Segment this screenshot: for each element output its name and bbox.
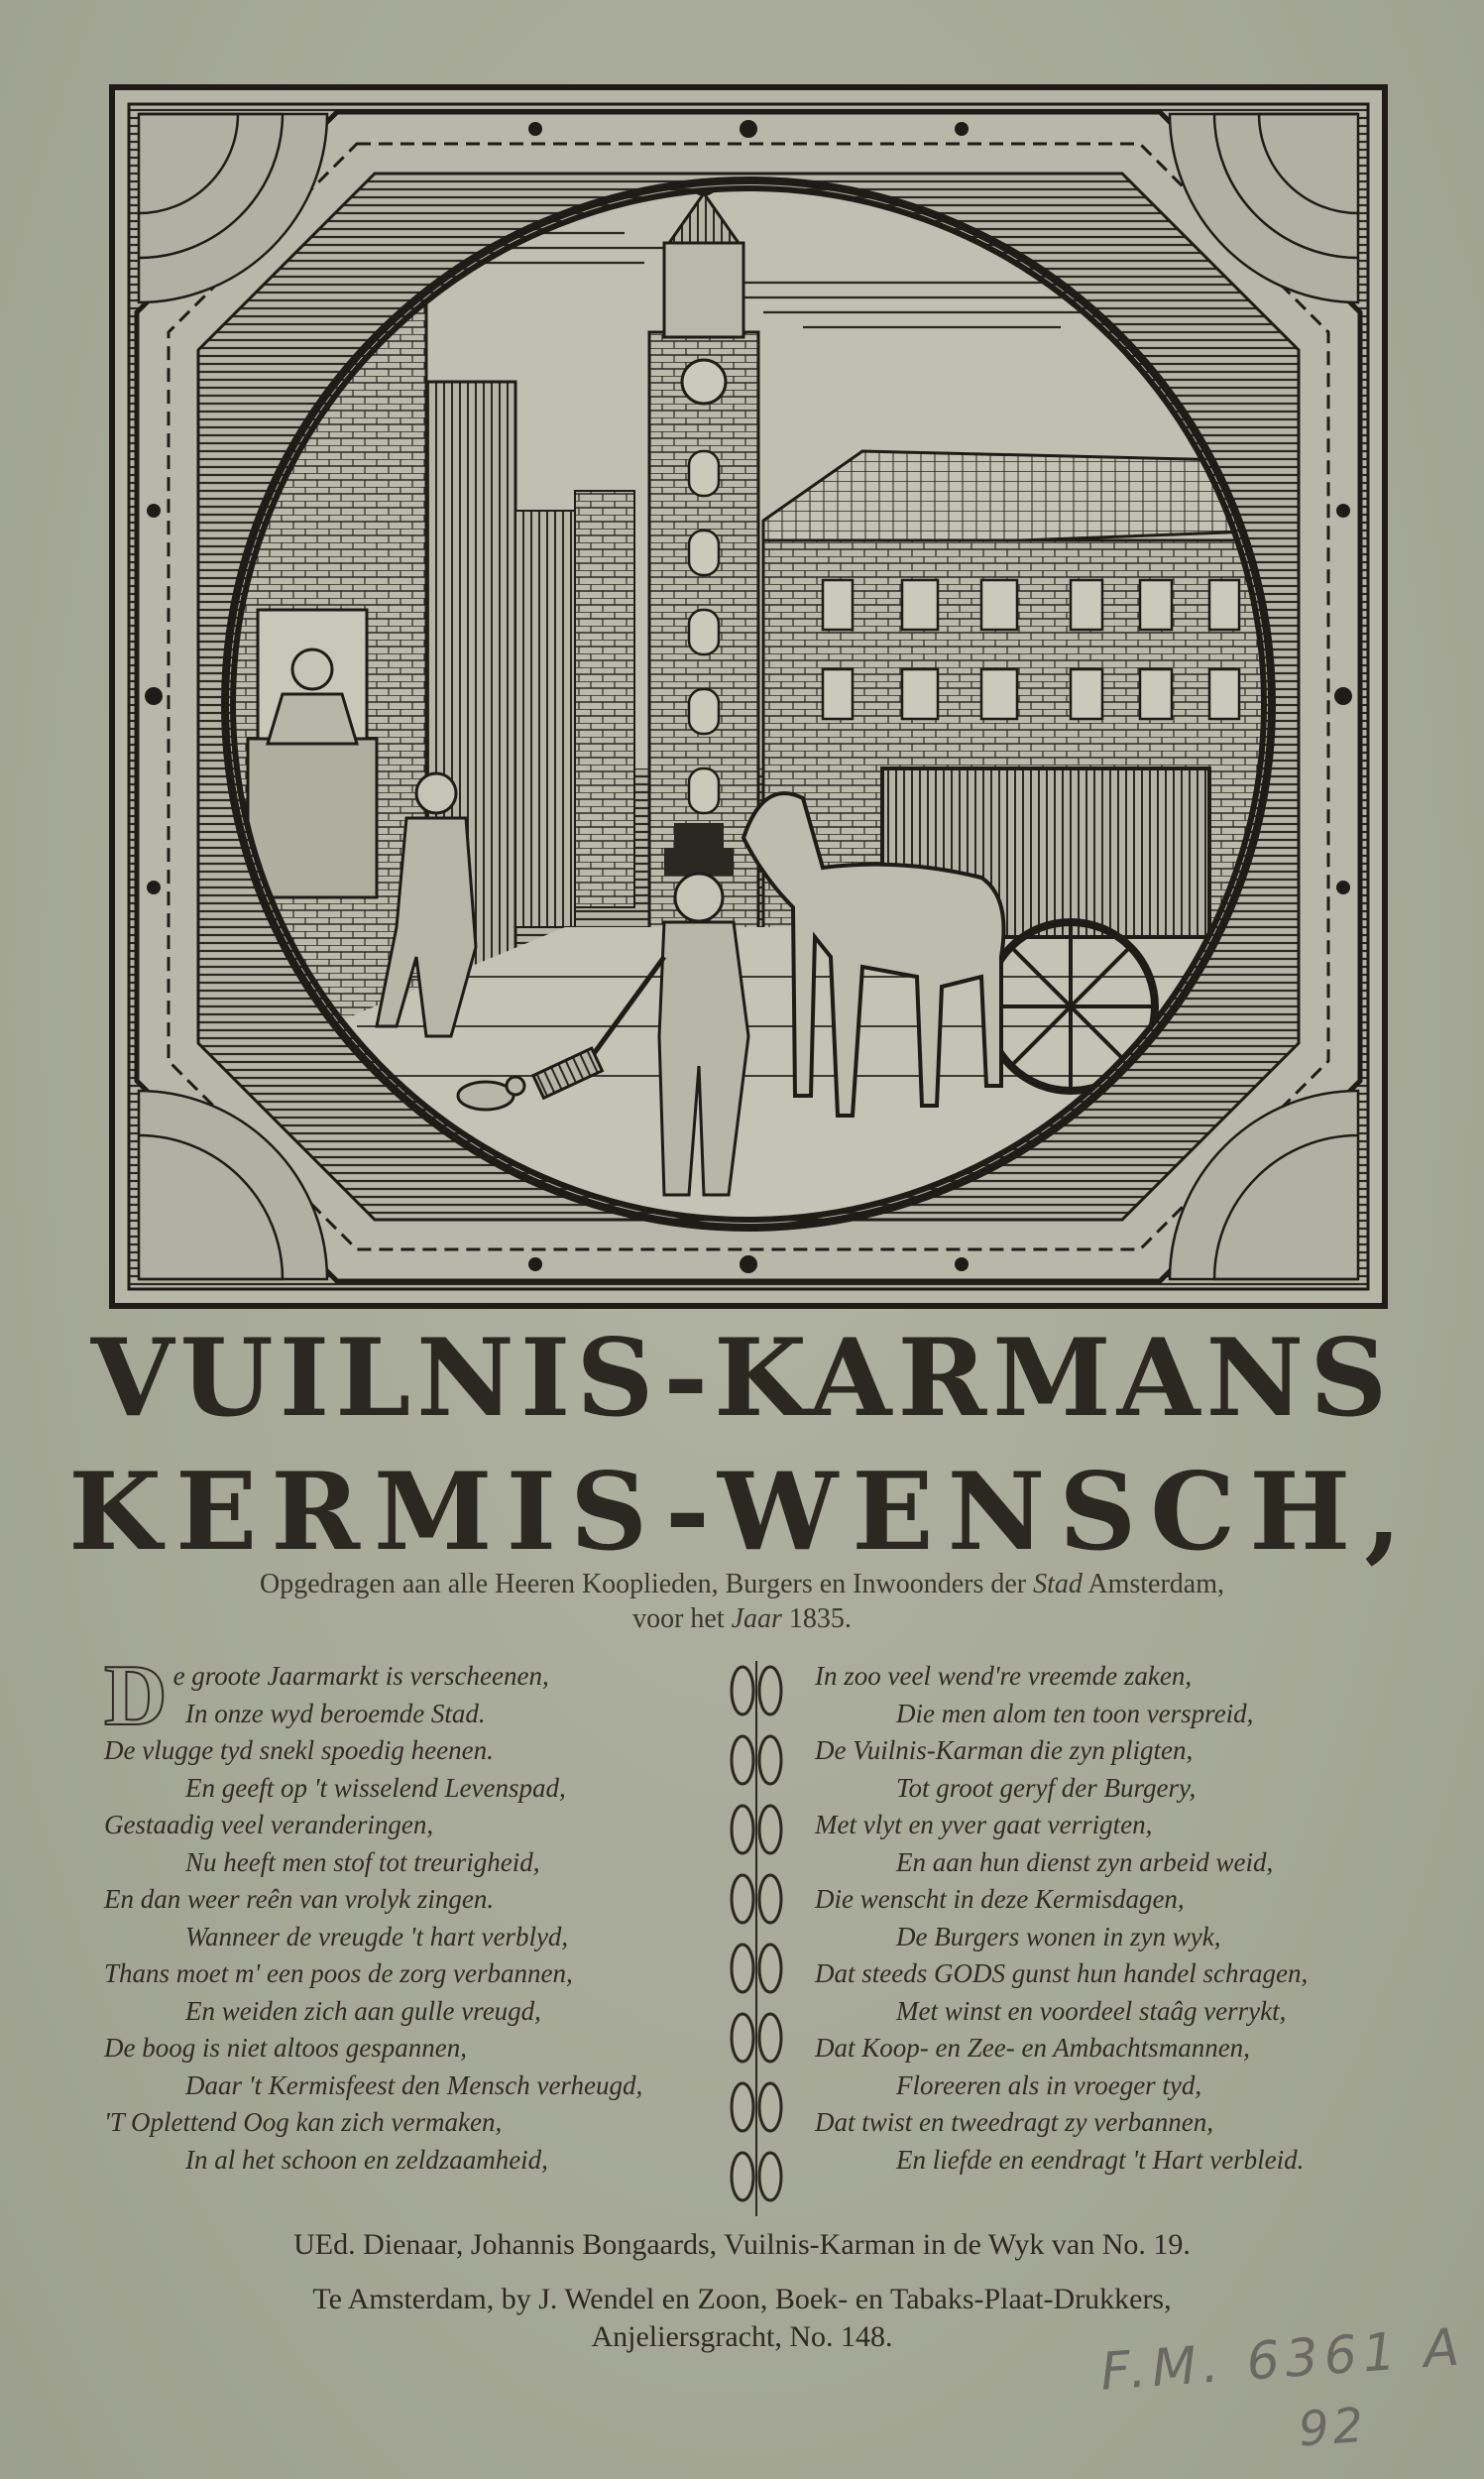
title-line-1: VUILNIS-KARMANS [90, 1316, 1394, 1441]
printer-address: Anjeliersgracht, No. 148. [591, 2320, 893, 2353]
poem-line: Nu heeft men stof tot treurigheid, [185, 1846, 540, 1877]
poem-line: En aan hun dienst zyn arbeid weid, [896, 1846, 1274, 1877]
dedication-year: 1835. [788, 1603, 852, 1634]
printer-line: Te Amsterdam, by J. Wendel en Zoon, Boek- en Tabaks-Plaat-Drukkers, [312, 2283, 1172, 2315]
poem-line: Daar 't Kermisfeest den Mensch verheugd, [185, 2069, 643, 2100]
poem-line: Dat Koop- en Zee- en Ambachtsmannen, [815, 2033, 1250, 2063]
poem-line: Die men alom ten toon verspreid, [896, 1698, 1254, 1728]
poem-line: En weiden zich aan gulle vreugd, [185, 1995, 541, 2026]
poem-line: Dat twist en tweedragt zy verbannen, [815, 2107, 1213, 2137]
poem-line: e groote Jaarmarkt is verscheenen, [172, 1661, 549, 1691]
dedication-city-word: Stad [1033, 1569, 1083, 1599]
poem-line: En geeft op 't wisselend Levenspad, [185, 1772, 566, 1803]
poem-line: Wanneer de vreugde 't hart verblyd, [185, 1921, 569, 1951]
dedication-year-word: Jaar [731, 1603, 782, 1634]
dedication-line-2 [0, 1601, 1484, 1637]
poem-line: De Vuilnis-Karman die zyn pligten, [815, 1735, 1194, 1765]
poem-line: En liefde en eendragt 't Hart verbleid. [896, 2144, 1305, 2175]
poem-line: Dat steeds GODS gunst hun handel schragen, [815, 1958, 1309, 1988]
poem-line: Tot groot geryf der Burgery, [896, 1772, 1197, 1803]
poem-line: In zoo veel wend're vreemde zaken, [815, 1661, 1193, 1691]
poem-drop-cap: D [104, 1648, 168, 1744]
inventory-number: F.M. 6361 A [1098, 2317, 1467, 2403]
poem-line: Met winst en voordeel staâg verrykt, [896, 1995, 1287, 2026]
dedication-line-1-suffix: Amsterdam, [1087, 1569, 1224, 1599]
poem-line: De boog is niet altoos gespannen, [104, 2033, 467, 2063]
poem-line: De vlugge tyd snekl spoedig heenen. [104, 1735, 494, 1765]
poem-line: In al het schoon en zeldzaamheid, [185, 2144, 548, 2175]
poem-line: Gestaadig veel veranderingen, [104, 1810, 434, 1839]
poem-line: Met vlyt en yver gaat verrigten, [815, 1810, 1153, 1839]
poem-right-column [815, 1658, 1429, 2179]
inventory-subnumber: 92 [1297, 2397, 1369, 2458]
poem-line: In onze wyd beroemde Stad. [185, 1698, 486, 1728]
woodcut-illustration [109, 84, 1388, 1309]
signature-line: UEd. Dienaar, Johannis Bongaards, Vuilnis-Karman in de Wyk van No. 19. [293, 2228, 1191, 2261]
poem-line: Thans moet m' een poos de zorg verbannen, [104, 1958, 573, 1988]
title-line-2: KERMIS-WENSCH, [68, 1450, 1416, 1575]
poem-line: De Burgers wonen in zyn wyk, [896, 1921, 1221, 1951]
poem-line: Floreeren als in vroeger tyd, [896, 2069, 1202, 2100]
poem-line: Die wenscht in deze Kermisdagen, [815, 1884, 1185, 1914]
poem-left-column [104, 1648, 719, 2179]
dedication-line-2-prefix: voor het [632, 1603, 725, 1634]
poem-line: 'T Oplettend Oog kan zich vermaken, [104, 2107, 503, 2137]
poem-line: En dan weer reên van vrolyk zingen. [104, 1884, 495, 1914]
dedication-line-1-prefix: Opgedragen aan alle Heeren Kooplieden, Burgers en Inwoonders der [260, 1569, 1027, 1599]
dedication-line-1 [0, 1567, 1484, 1602]
ornamental-divider [727, 1661, 786, 2216]
